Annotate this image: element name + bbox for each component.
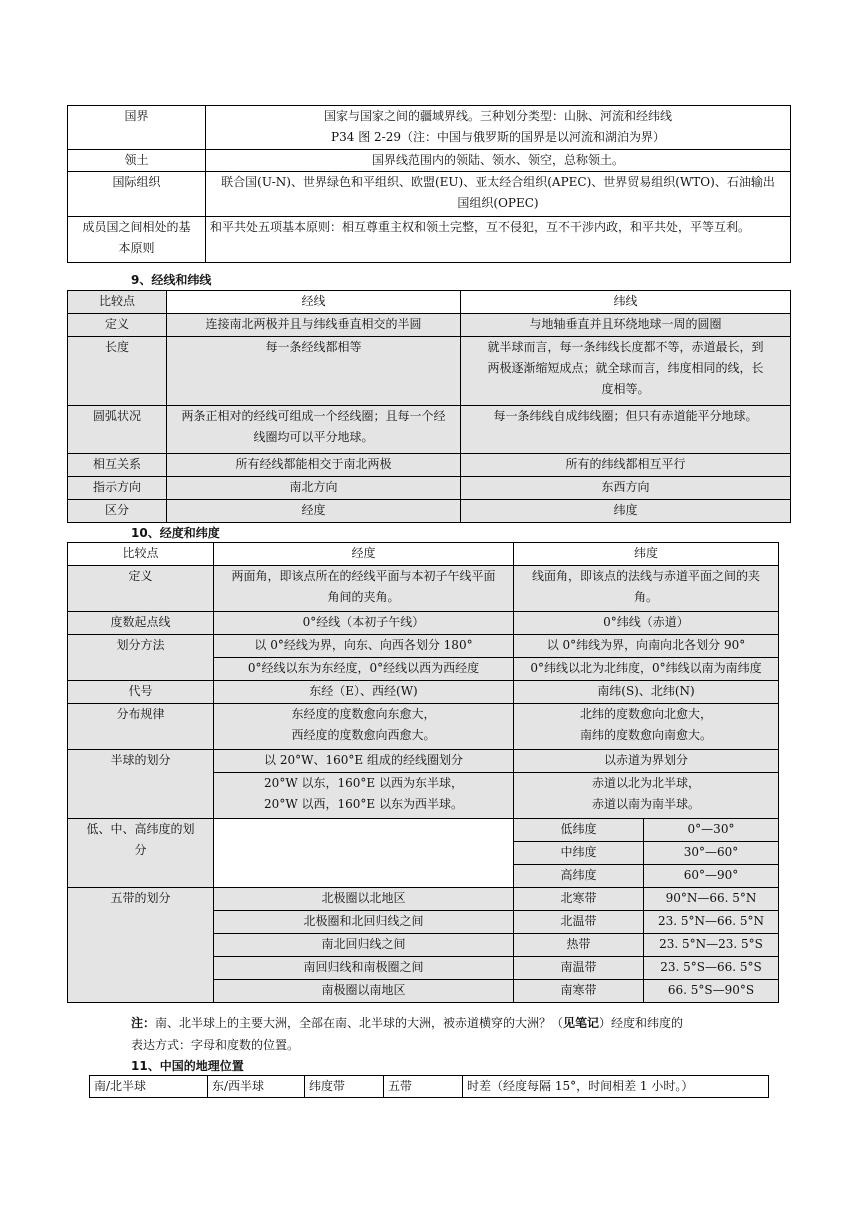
cell: 纬度 (514, 543, 779, 566)
cell: 指示方向 (68, 477, 167, 500)
cell: 0°经线（本初子午线） (214, 612, 514, 635)
cell: 北极圈以北地区 (214, 888, 514, 911)
table-borders (67, 105, 791, 263)
cell: 东经度的度数愈向东愈大， 西经度的度数愈向西愈大。 (214, 704, 514, 750)
section-title-9: 9、经线和纬线 (131, 273, 212, 287)
cell: 南回归线和南极圈之间 (214, 957, 514, 980)
cell: 定义 (68, 566, 214, 612)
cell: 五带 (384, 1076, 463, 1098)
cell: 就半球而言，每一条纬线长度都不等，赤道最长，到 两极逐渐缩短成点；就全球而言，纬度相同的线，长 度相等。 (461, 337, 791, 406)
cell: 0°经线以东为东经度，0°经线以西为西经度 (214, 658, 514, 681)
cell: 66. 5°S—90°S (644, 980, 779, 1003)
cell: 半球的划分 (68, 750, 214, 819)
cell: 两面角，即该点所在的经线平面与本初子午线平面 角间的夹角。 (214, 566, 514, 612)
cell: 线面角，即该点的法线与赤道平面之间的夹 角。 (514, 566, 779, 612)
cell: 南纬(S)、北纬(N) (514, 681, 779, 704)
cell: 代号 (68, 681, 214, 704)
cell: 23. 5°N—66. 5°N (644, 911, 779, 934)
cell: 五带的划分 (68, 888, 214, 1003)
cell: 每一条纬线自成纬线圈；但只有赤道能平分地球。 (461, 406, 791, 454)
cell: 低、中、高纬度的划 分 (68, 819, 214, 888)
cell: 所有经线都能相交于南北两极 (167, 454, 461, 477)
cell: 纬度 (461, 500, 791, 523)
cell: 分布规律 (68, 704, 214, 750)
row-content: 国界线范围内的领陆、领水、领空，总称领土。 (206, 150, 791, 172)
cell: 定义 (68, 314, 167, 337)
cell: 20°W 以东，160°E 以西为东半球， 20°W 以西，160°E 以东为西半球。 (214, 773, 514, 819)
cell: 东经（E）、西经(W) (214, 681, 514, 704)
cell: 南北方向 (167, 477, 461, 500)
cell: 南/北半球 (90, 1076, 208, 1098)
cell: 南极圈以南地区 (214, 980, 514, 1003)
cell: 南寒带 (514, 980, 644, 1003)
cell: 60°—90° (644, 865, 779, 888)
cell: 0°—30° (644, 819, 779, 842)
cell: 以赤道为界划分 (514, 750, 779, 773)
cell: 0°纬线以北为北纬度，0°纬线以南为南纬度 (514, 658, 779, 681)
cell: 0°纬线（赤道） (514, 612, 779, 635)
section-title-11: 11、中国的地理位置 (131, 1059, 244, 1073)
cell: 经线 (167, 291, 461, 314)
cell: 以 0°纬线为界，向南向北各划分 90° (514, 635, 779, 658)
row-header: 成员国之间相处的基 本原则 (68, 217, 206, 263)
cell: 两条正相对的经线可组成一个经线圈；且每一个经 线圈均可以平分地球。 (167, 406, 461, 454)
cell: 30°—60° (644, 842, 779, 865)
cell: 以 0°经线为界，向东、向西各划分 180° (214, 635, 514, 658)
cell: 相互关系 (68, 454, 167, 477)
cell: 长度 (68, 337, 167, 406)
section-title-10: 10、经度和纬度 (131, 526, 220, 540)
row-content: 联合国(U-N)、世界绿色和平组织、欧盟(EU)、亚太经合组织(APEC)、世界贸易组织(WTO)、石油输出 国组织(OPEC) (206, 172, 791, 217)
cell: 东西方向 (461, 477, 791, 500)
cell: 23. 5°S—66. 5°S (644, 957, 779, 980)
cell: 热带 (514, 934, 644, 957)
cell: 以 20°W、160°E 组成的经线圈划分 (214, 750, 514, 773)
cell: 东/西半球 (208, 1076, 305, 1098)
cell: 经度 (167, 500, 461, 523)
cell: 比较点 (68, 543, 214, 566)
cell: 区分 (68, 500, 167, 523)
cell: 所有的纬线都相互平行 (461, 454, 791, 477)
cell: 赤道以北为北半球， 赤道以南为南半球。 (514, 773, 779, 819)
row-content: 国家与国家之间的疆域界线。三种划分类型：山脉、河流和经纬线 P34 图 2-29（注：中国与俄罗斯的国界是以河流和湖泊为界） (206, 106, 791, 150)
cell: 圆弧状况 (68, 406, 167, 454)
cell: 北极圈和北回归线之间 (214, 911, 514, 934)
cell: 中纬度 (514, 842, 644, 865)
cell: 度数起点线 (68, 612, 214, 635)
row-header: 国界 (68, 106, 206, 150)
cell (214, 819, 514, 888)
cell: 南北回归线之间 (214, 934, 514, 957)
cell: 纬度带 (305, 1076, 384, 1098)
cell: 与地轴垂直并且环绕地球一周的圆圈 (461, 314, 791, 337)
row-content: 和平共处五项基本原则：相互尊重主权和领土完整，互不侵犯，互不干涉内政，和平共处，平等互利。 (206, 217, 791, 263)
row-header: 国际组织 (68, 172, 206, 217)
table-longitude-latitude (67, 542, 779, 1003)
cell: 纬线 (461, 291, 791, 314)
cell: 时差（经度每隔 15°，时间相差 1 小时。） (463, 1076, 769, 1098)
cell: 连接南北两极并且与纬线垂直相交的半圆 (167, 314, 461, 337)
note: 注：南、北半球上的主要大洲，全部在南、北半球的大洲，被赤道横穿的大洲？（见笔记）经度和纬度的 表达方式：字母和度数的位置。 (131, 1016, 684, 1052)
cell: 低纬度 (514, 819, 644, 842)
cell: 经度 (214, 543, 514, 566)
cell: 划分方法 (68, 635, 214, 681)
cell: 北纬的度数愈向北愈大， 南纬的度数愈向南愈大。 (514, 704, 779, 750)
row-header: 领土 (68, 150, 206, 172)
cell: 每一条经线都相等 (167, 337, 461, 406)
cell: 90°N—66. 5°N (644, 888, 779, 911)
table-meridian-parallel (67, 290, 791, 523)
cell: 北寒带 (514, 888, 644, 911)
cell: 比较点 (68, 291, 167, 314)
cell: 高纬度 (514, 865, 644, 888)
cell: 23. 5°N—23. 5°S (644, 934, 779, 957)
cell: 南温带 (514, 957, 644, 980)
cell: 北温带 (514, 911, 644, 934)
table-china-location (89, 1075, 769, 1098)
